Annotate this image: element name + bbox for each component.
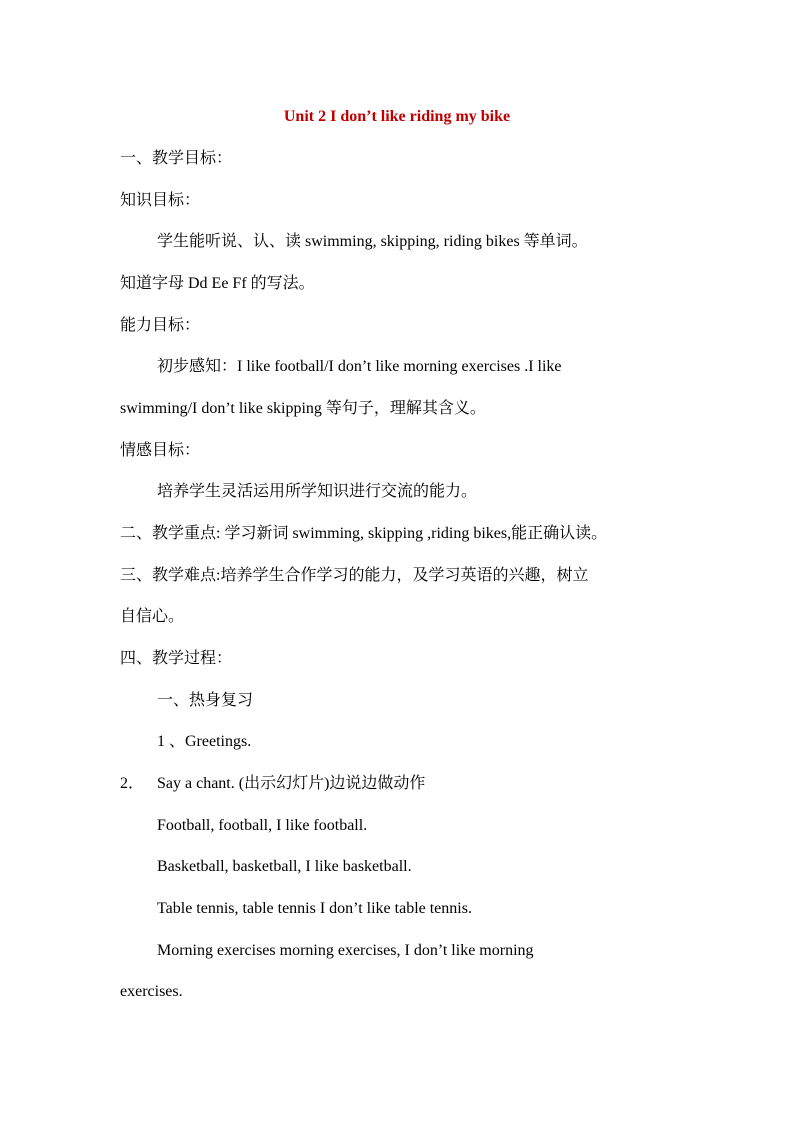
chant-line-4: Morning exercises morning exercises, I don’t like morning [157, 942, 534, 959]
chant-line-1: Football, football, I like football. [157, 817, 368, 834]
section-heading-key-points: 二、教学重点: 学习新词 swimming, skipping ,riding bikes,能正确认读。 [120, 525, 608, 542]
paragraph-difficulties-cont: 自信心。 [120, 608, 185, 625]
step-warmup: 一、热身复习 [157, 692, 254, 709]
subheading-emotion: 情感目标： [120, 442, 201, 459]
paragraph-knowledge-1: 学生能听说、认、读 swimming, skipping, riding bikes 等单词。 [157, 233, 588, 250]
step-greetings: 1 、Greetings. [157, 733, 252, 750]
document-title: Unit 2 I don’t like riding my bike [283, 108, 511, 125]
paragraph-knowledge-2: 知道字母 Dd Ee Ff 的写法。 [120, 275, 315, 292]
section-heading-objectives: 一、教学目标： [120, 150, 233, 167]
chant-line-2: Basketball, basketball, I like basketball. [157, 858, 412, 875]
subheading-ability: 能力目标： [120, 317, 201, 334]
chant-line-4-cont: exercises. [120, 983, 183, 1000]
subheading-knowledge: 知识目标： [120, 192, 201, 209]
paragraph-ability-1: 初步感知：I like football/I don’t like morning exercises .I like [157, 358, 562, 375]
step-chant: Say a chant. (出示幻灯片)边说边做动作 [157, 775, 426, 792]
paragraph-emotion: 培养学生灵活运用所学知识进行交流的能力。 [157, 483, 478, 500]
chant-line-3: Table tennis, table tennis I don’t like table tennis. [157, 900, 472, 917]
section-heading-process: 四、教学过程： [120, 650, 233, 667]
paragraph-ability-2: swimming/I don’t like skipping 等句子，理解其含义。 [120, 400, 486, 417]
section-heading-difficulties: 三、教学难点:培养学生合作学习的能力，及学习英语的兴趣，树立 [120, 567, 589, 584]
step-number-2: 2． [120, 775, 145, 792]
